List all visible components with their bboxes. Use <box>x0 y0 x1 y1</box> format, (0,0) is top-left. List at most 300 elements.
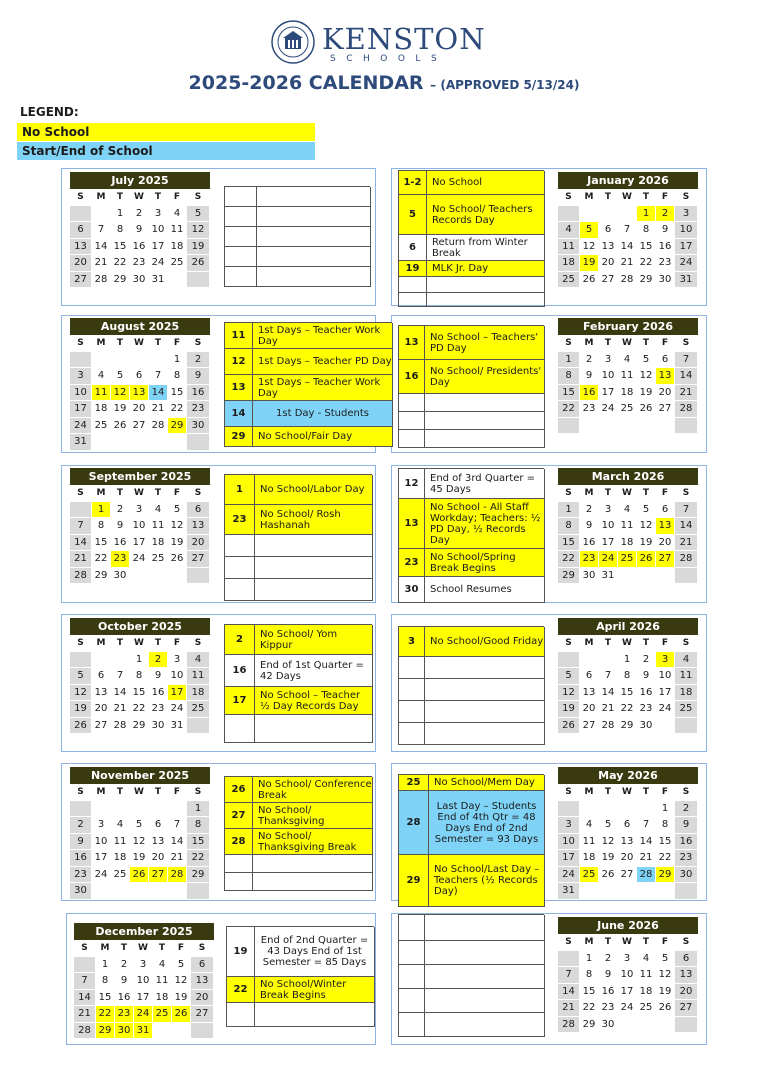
day-cell: 24 <box>618 1000 637 1017</box>
empty-event-cell <box>255 579 373 601</box>
empty-cell <box>168 801 187 818</box>
day-cell: 13 <box>580 685 599 702</box>
day-cell: 5 <box>656 951 675 968</box>
event-date: 14 <box>225 401 253 427</box>
empty-event-cell <box>257 207 371 227</box>
day-cell: 16 <box>599 984 618 1001</box>
day-cell: 16 <box>580 535 599 552</box>
empty-cell <box>580 206 599 223</box>
day-cell: 11 <box>111 834 130 851</box>
empty-cell <box>111 801 130 818</box>
day-cell: 13 <box>92 685 111 702</box>
empty-cell <box>70 352 92 369</box>
day-cell: 10 <box>70 385 92 402</box>
event-description: No School/Winter Break Begins <box>255 977 375 1003</box>
day-cell: 14 <box>675 518 698 535</box>
empty-cell <box>558 951 580 968</box>
empty-cell <box>656 883 675 900</box>
empty-cell <box>187 718 210 735</box>
day-cell: 13 <box>149 834 168 851</box>
day-cell: 4 <box>149 502 168 519</box>
day-cell: 23 <box>115 1006 134 1023</box>
calendar-sep <box>70 468 210 584</box>
day-cell: 11 <box>618 368 637 385</box>
day-cell: 25 <box>637 1000 656 1017</box>
day-cell: 15 <box>558 535 580 552</box>
empty-event-cell <box>399 277 427 293</box>
weekday-header: S <box>558 635 580 652</box>
day-cell: 18 <box>558 255 580 272</box>
month-title: March 2026 <box>558 468 698 485</box>
event-date: 13 <box>225 375 253 401</box>
day-cell: 8 <box>92 518 111 535</box>
day-cell: 9 <box>675 817 698 834</box>
weekday-header: W <box>130 189 149 206</box>
day-cell: 5 <box>70 668 92 685</box>
day-cell: 20 <box>656 535 675 552</box>
weekday-header: T <box>111 485 130 502</box>
day-cell: 8 <box>637 222 656 239</box>
day-cell: 23 <box>580 401 599 418</box>
day-cell: 13 <box>70 239 92 256</box>
month-title: August 2025 <box>70 318 210 335</box>
month-title: June 2026 <box>558 917 698 934</box>
calendar-jul <box>70 172 210 288</box>
empty-event-cell <box>425 941 545 965</box>
event-date: 17 <box>225 687 255 715</box>
empty-cell <box>187 272 210 289</box>
event-date: 29 <box>399 855 429 907</box>
day-cell: 19 <box>187 239 210 256</box>
empty-event-cell <box>427 277 545 293</box>
day-cell: 19 <box>637 535 656 552</box>
day-cell: 27 <box>187 551 210 568</box>
weekday-header: W <box>618 635 637 652</box>
day-cell: 7 <box>92 222 111 239</box>
empty-cell <box>618 1017 637 1034</box>
empty-event-cell <box>427 293 545 307</box>
day-cell: 30 <box>130 272 149 289</box>
day-cell: 18 <box>675 685 698 702</box>
empty-cell <box>92 883 111 900</box>
day-cell: 9 <box>187 368 210 385</box>
month-title: December 2025 <box>74 923 214 940</box>
day-cell: 30 <box>599 1017 618 1034</box>
weekday-header: T <box>637 635 656 652</box>
day-cell: 2 <box>149 652 168 669</box>
day-cell: 3 <box>149 206 168 223</box>
weekday-header: W <box>130 784 149 801</box>
day-cell: 17 <box>599 385 618 402</box>
day-cell: 11 <box>675 668 698 685</box>
empty-cell <box>149 883 168 900</box>
day-cell: 27 <box>70 272 92 289</box>
empty-cell <box>187 434 210 451</box>
empty-event-cell <box>225 873 253 891</box>
empty-event-cell <box>425 701 545 723</box>
day-cell: 9 <box>115 973 134 990</box>
day-cell: 31 <box>558 883 580 900</box>
day-cell: 20 <box>70 255 92 272</box>
day-cell: 7 <box>70 518 92 535</box>
day-cell: 3 <box>130 502 149 519</box>
weekday-header: T <box>149 485 168 502</box>
day-cell: 21 <box>149 401 168 418</box>
event-date: 6 <box>399 235 427 261</box>
day-cell: 1 <box>656 801 675 818</box>
weekday-header: S <box>70 335 92 352</box>
empty-cell <box>111 434 130 451</box>
empty-event-cell <box>255 557 373 579</box>
day-cell: 6 <box>130 368 149 385</box>
day-cell: 2 <box>115 957 134 974</box>
weekday-header: T <box>599 934 618 951</box>
day-cell: 8 <box>580 967 599 984</box>
weekday-header: W <box>618 335 637 352</box>
events-may <box>398 774 544 907</box>
day-cell: 17 <box>558 850 580 867</box>
empty-cell <box>111 883 130 900</box>
day-cell: 9 <box>580 368 599 385</box>
event-date: 25 <box>399 775 429 791</box>
empty-event-cell <box>399 679 425 701</box>
day-cell: 29 <box>618 718 637 735</box>
event-description: No School/ Conference Break <box>253 777 373 803</box>
day-cell: 4 <box>637 951 656 968</box>
empty-cell <box>558 801 580 818</box>
day-cell: 10 <box>558 834 580 851</box>
day-cell: 14 <box>70 535 92 552</box>
empty-cell <box>618 568 637 585</box>
day-cell: 20 <box>599 255 618 272</box>
event-description: No School – Teachers' PD Day <box>425 326 545 360</box>
day-cell: 12 <box>172 973 191 990</box>
day-cell: 26 <box>168 551 187 568</box>
day-cell: 14 <box>558 984 580 1001</box>
day-cell: 11 <box>558 239 580 256</box>
weekday-header: T <box>637 189 656 206</box>
day-cell: 13 <box>599 239 618 256</box>
day-cell: 6 <box>187 502 210 519</box>
day-cell: 10 <box>168 668 187 685</box>
day-cell: 22 <box>168 401 187 418</box>
empty-event-cell <box>425 1013 545 1037</box>
day-cell: 1 <box>96 957 115 974</box>
day-cell: 8 <box>111 222 130 239</box>
empty-event-cell <box>425 412 545 430</box>
empty-event-cell <box>255 535 373 557</box>
event-date: 29 <box>225 427 253 447</box>
empty-event-cell <box>399 989 425 1013</box>
empty-event-cell <box>399 965 425 989</box>
day-cell: 4 <box>92 368 111 385</box>
day-cell: 29 <box>111 272 130 289</box>
event-description: Return from Winter Break <box>427 235 545 261</box>
legend-title: LEGEND: <box>20 105 79 119</box>
day-cell: 19 <box>172 990 191 1007</box>
day-cell: 17 <box>70 401 92 418</box>
empty-cell <box>656 418 675 435</box>
empty-event-cell <box>253 855 373 873</box>
day-cell: 29 <box>92 568 111 585</box>
empty-event-cell <box>399 1013 425 1037</box>
day-cell: 19 <box>599 850 618 867</box>
empty-cell <box>149 434 168 451</box>
empty-event-cell <box>253 873 373 891</box>
empty-cell <box>580 801 599 818</box>
weekday-header: T <box>637 934 656 951</box>
empty-cell <box>92 352 111 369</box>
empty-event-cell <box>399 701 425 723</box>
day-cell: 18 <box>149 535 168 552</box>
day-cell: 15 <box>558 385 580 402</box>
day-cell: 15 <box>111 239 130 256</box>
day-cell: 6 <box>580 668 599 685</box>
day-cell: 11 <box>92 385 111 402</box>
day-cell: 29 <box>168 418 187 435</box>
day-cell: 14 <box>74 990 96 1007</box>
month-title: April 2026 <box>558 618 698 635</box>
day-cell: 9 <box>580 518 599 535</box>
legend-no-school: No School <box>17 123 315 141</box>
day-cell: 24 <box>599 551 618 568</box>
empty-cell <box>675 718 698 735</box>
weekday-header: F <box>168 485 187 502</box>
day-cell: 25 <box>92 418 111 435</box>
weekday-header: T <box>111 189 130 206</box>
day-cell: 28 <box>92 272 111 289</box>
day-cell: 19 <box>558 701 580 718</box>
weekday-header: S <box>675 485 698 502</box>
day-cell: 9 <box>599 967 618 984</box>
event-description: No School/Good Friday <box>425 627 545 657</box>
empty-cell <box>70 801 92 818</box>
weekday-header: W <box>130 335 149 352</box>
day-cell: 13 <box>675 967 698 984</box>
weekday-header: S <box>187 784 210 801</box>
empty-event-cell <box>225 247 257 267</box>
day-cell: 2 <box>637 652 656 669</box>
day-cell: 11 <box>149 518 168 535</box>
day-cell: 28 <box>74 1023 96 1040</box>
day-cell: 4 <box>558 222 580 239</box>
day-cell: 13 <box>187 518 210 535</box>
event-date: 30 <box>399 577 425 603</box>
weekday-header: W <box>618 934 637 951</box>
month-title: July 2025 <box>70 172 210 189</box>
day-cell: 11 <box>618 518 637 535</box>
weekday-header: T <box>115 940 134 957</box>
day-cell: 15 <box>580 984 599 1001</box>
day-cell: 10 <box>134 973 153 990</box>
day-cell: 31 <box>599 568 618 585</box>
day-cell: 19 <box>637 385 656 402</box>
day-cell: 9 <box>656 222 675 239</box>
weekday-header: T <box>149 784 168 801</box>
event-description: End of 2nd Quarter = 43 Days End of 1st Semester = 85 Days <box>255 927 375 977</box>
day-cell: 21 <box>168 850 187 867</box>
empty-cell <box>168 272 187 289</box>
day-cell: 15 <box>656 834 675 851</box>
day-cell: 8 <box>187 817 210 834</box>
day-cell: 4 <box>580 817 599 834</box>
day-cell: 15 <box>618 685 637 702</box>
day-cell: 7 <box>675 502 698 519</box>
day-cell: 18 <box>153 990 172 1007</box>
weekday-header: T <box>111 335 130 352</box>
day-cell: 25 <box>558 272 580 289</box>
event-description: No School/Fair Day <box>253 427 393 447</box>
empty-cell <box>172 1023 191 1040</box>
events-mar <box>398 468 544 603</box>
day-cell: 17 <box>92 850 111 867</box>
day-cell: 31 <box>675 272 698 289</box>
day-cell: 24 <box>70 418 92 435</box>
event-date: 23 <box>225 505 255 535</box>
legend-start-end: Start/End of School <box>17 142 315 160</box>
day-cell: 10 <box>656 668 675 685</box>
day-cell: 23 <box>130 255 149 272</box>
day-cell: 7 <box>168 817 187 834</box>
weekday-header: F <box>168 335 187 352</box>
day-cell: 22 <box>111 255 130 272</box>
day-cell: 21 <box>675 385 698 402</box>
weekday-header: M <box>580 189 599 206</box>
day-cell: 25 <box>111 867 130 884</box>
day-cell: 5 <box>168 502 187 519</box>
empty-event-cell <box>257 247 371 267</box>
empty-cell <box>92 434 111 451</box>
day-cell: 26 <box>130 867 149 884</box>
empty-cell <box>637 1017 656 1034</box>
day-cell: 9 <box>111 518 130 535</box>
day-cell: 1 <box>558 352 580 369</box>
events-apr <box>398 626 544 745</box>
calendar-feb <box>558 318 698 434</box>
event-description: No School <box>427 171 545 195</box>
day-cell: 13 <box>191 973 214 990</box>
day-cell: 2 <box>130 206 149 223</box>
day-cell: 24 <box>92 867 111 884</box>
event-date: 11 <box>225 323 253 349</box>
day-cell: 24 <box>130 551 149 568</box>
day-cell: 7 <box>111 668 130 685</box>
weekday-header: T <box>599 335 618 352</box>
empty-cell <box>92 652 111 669</box>
day-cell: 25 <box>149 551 168 568</box>
day-cell: 20 <box>149 850 168 867</box>
empty-event-cell <box>225 557 255 579</box>
day-cell: 8 <box>618 668 637 685</box>
day-cell: 18 <box>580 850 599 867</box>
day-cell: 24 <box>656 701 675 718</box>
empty-cell <box>130 883 149 900</box>
day-cell: 19 <box>580 255 599 272</box>
day-cell: 11 <box>580 834 599 851</box>
weekday-header: S <box>70 485 92 502</box>
event-date: 12 <box>225 349 253 375</box>
day-cell: 14 <box>618 239 637 256</box>
day-cell: 24 <box>149 255 168 272</box>
empty-event-cell <box>399 723 425 745</box>
weekday-header: M <box>580 934 599 951</box>
day-cell: 2 <box>580 502 599 519</box>
day-cell: 6 <box>149 817 168 834</box>
empty-event-cell <box>399 412 425 430</box>
day-cell: 26 <box>70 718 92 735</box>
event-date: 16 <box>225 655 255 687</box>
event-description: Last Day – Students End of 4th Qtr = 48 Days End of 2nd Semester = 93 Days <box>429 791 545 855</box>
day-cell: 3 <box>599 502 618 519</box>
event-description: 1st Days – Teacher PD Day <box>253 349 393 375</box>
logo-subtitle: SCHOOLS <box>330 54 448 64</box>
weekday-header: T <box>153 940 172 957</box>
day-cell: 28 <box>70 568 92 585</box>
weekday-header: T <box>111 784 130 801</box>
empty-event-cell <box>225 855 253 873</box>
empty-cell <box>111 652 130 669</box>
day-cell: 12 <box>656 967 675 984</box>
weekday-header: S <box>187 335 210 352</box>
day-cell: 1 <box>168 352 187 369</box>
empty-event-cell <box>425 679 545 701</box>
day-cell: 16 <box>149 685 168 702</box>
weekday-header: S <box>675 934 698 951</box>
day-cell: 30 <box>656 272 675 289</box>
day-cell: 29 <box>637 272 656 289</box>
day-cell: 16 <box>115 990 134 1007</box>
day-cell: 8 <box>168 368 187 385</box>
day-cell: 29 <box>656 867 675 884</box>
weekday-header: M <box>580 335 599 352</box>
day-cell: 5 <box>558 668 580 685</box>
weekday-header: T <box>599 189 618 206</box>
event-date: 26 <box>225 777 253 803</box>
day-cell: 4 <box>618 502 637 519</box>
day-cell: 23 <box>580 551 599 568</box>
calendar-jun <box>558 917 698 1033</box>
empty-event-cell <box>255 1003 375 1027</box>
day-cell: 18 <box>618 535 637 552</box>
weekday-header: S <box>558 189 580 206</box>
event-date: 13 <box>399 326 425 360</box>
empty-cell <box>656 718 675 735</box>
day-cell: 21 <box>92 255 111 272</box>
day-cell: 26 <box>558 718 580 735</box>
weekday-header: S <box>558 485 580 502</box>
day-cell: 16 <box>675 834 698 851</box>
day-cell: 12 <box>637 518 656 535</box>
event-description: 1st Day - Students <box>253 401 393 427</box>
day-cell: 1 <box>92 502 111 519</box>
day-cell: 2 <box>111 502 130 519</box>
day-cell: 22 <box>558 551 580 568</box>
day-cell: 16 <box>70 850 92 867</box>
day-cell: 25 <box>618 401 637 418</box>
day-cell: 14 <box>675 368 698 385</box>
day-cell: 29 <box>580 1017 599 1034</box>
empty-cell <box>580 652 599 669</box>
day-cell: 6 <box>656 502 675 519</box>
day-cell: 10 <box>149 222 168 239</box>
day-cell: 25 <box>580 867 599 884</box>
day-cell: 20 <box>580 701 599 718</box>
month-title: February 2026 <box>558 318 698 335</box>
day-cell: 19 <box>70 701 92 718</box>
empty-cell <box>580 883 599 900</box>
day-cell: 25 <box>187 701 210 718</box>
day-cell: 3 <box>558 817 580 834</box>
